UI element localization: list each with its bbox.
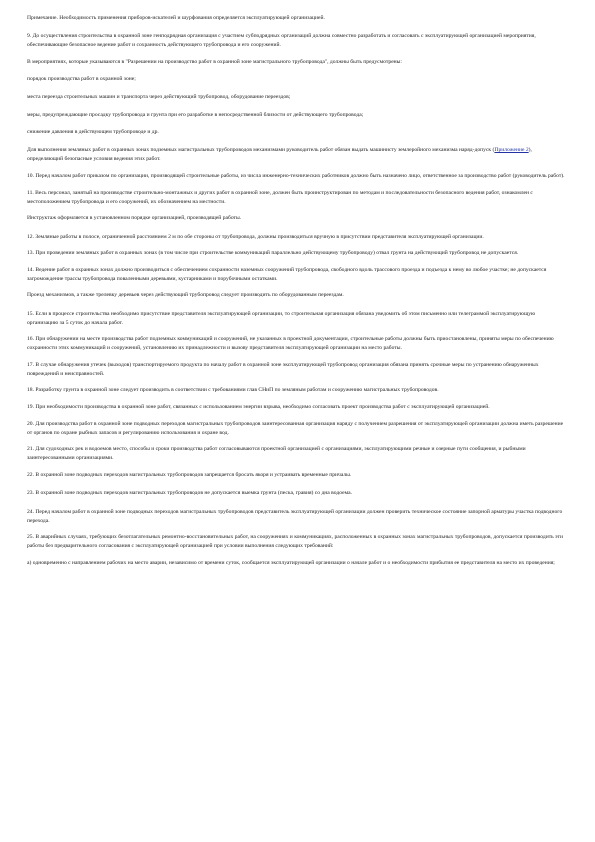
paragraph-measure-crossings: места переезда строительных машин и транспорта через действующий трубопровод, оборудование переездов; — [27, 93, 291, 100]
paragraph-24: 24. Перед началом работ в охранной зоне подводных переходов магистральных трубопроводов представитель эксплуатирующей организации должен проверить техническое состояние запорной арматуры участка подводного перехода. — [27, 508, 563, 524]
paragraph-25: 25. В аварийных случаях, требующих безотлагательных ремонтно-восстановительных работ, на сооружениях и коммуникациях, расположенных в охранных зонах магистральных трубопроводов, допускается производить эти работы без предварительного согласования с эксплуатирующей организацией при условии выполнения следующих требований: — [27, 534, 563, 550]
paragraph-20: 20. Для производства работ в охранной зоне подводных переходов магистральных трубопроводов заинтересованная организация наряду с получением разрешения от эксплуатирующей организации должна иметь разрешение от органов по охране рыбных запасов и регулированию использования и охране вод. — [27, 420, 564, 436]
paragraph-22: 22. В охранной зоне подводных переходов магистральных трубопроводов запрещается бросать якоря и устраивать временные причалы. — [27, 471, 352, 478]
paragraph-12: 12. Земляные работы в полосе, ограниченной расстоянием 2 м по обе стороны от трубопровода, должны производиться вручную в присутствии представителя эксплуатирующей организации. — [27, 233, 484, 240]
paragraph-17: 17. В случае обнаружения утечек (выходов) транспортируемого продукта по началу работ в охранной зоне эксплуатирующей трубопровод организация обязана принять срочные меры по устранению обнаруженных повреждений и неисправностей. — [27, 361, 539, 377]
paragraph-vehicle-passage: Проезд механизмов, а также трелевку деревьев через действующий трубопровод следует производить по оборудованным переездам. — [27, 292, 344, 299]
paragraph-9: 9. До осуществления строительства в охранной зоне генподрядная организация с участием субподрядных организаций должна совместно разработать и согласовать с эксплуатирующей организацией мероприятия, обеспечивающие безопасное ведение работ и сохранность действующего трубопровода и его сооружений. — [27, 33, 536, 49]
paragraph-18: 18. Разработку грунта в охранной зоне следует производить в соответствии с требованиями глав СНиП по земляным работам и сооружению магистральных трубопроводов. — [27, 387, 439, 394]
paragraph-13: 13. При проведении земляных работ в охранных зонах (в том числе при строительстве коммуникаций параллельно действующему трубопроводу) отвал грунта на действующий трубопровод не допускается. — [27, 250, 519, 257]
paragraph-23: 23. В охранной зоне подводных переходов магистральных трубопроводов не допускается выемка грунта (песка, гравия) со дна водоема. — [27, 490, 352, 497]
paragraph-10: 10. Перед началом работ приказом по организации, производящей строительные работы, из числа инженерно-технических работников должно быть назначено лицо, ответственное за производство работ (руководитель работ). — [27, 172, 565, 179]
paragraph-14: 14. Ведение работ в охранных зонах должно производиться с обеспечением сохранности наземных сооружений трубопровода, свободного вдоль трассового проезда и подъезда к нему во любое участке; не допускается загромождение трассы трубопровода поваленными деревьями, кустарниками и порубочными остатками. — [27, 266, 547, 282]
paragraph-16: 16. При обнаружении на месте производства работ подземных коммуникаций и сооружений, не указанных в проектной документации, строительные работы должны быть приостановлены, приняты меры по обеспечению сохранности этих коммуникаций и сооружений, установлению их принадлежности и вызову представителя эксплуатирующей организации на место работы. — [27, 336, 554, 352]
paragraph-15: 15. Если в процессе строительства необходимо присутствие представителя эксплуатирующей организации, то строительная организация обязана уведомить об этом письменно или телеграммой эксплуатирующую организацию за 5 суток до начала работ. — [27, 310, 536, 326]
work-permit-text: Для выполнения земляных работ в охранных зонах подземных магистральных трубопроводов механизмами руководитель работ обязан выдать машинисту землеройного механизма наряд-допуск ( — [27, 147, 495, 154]
paragraph-11: 11. Весь персонал, занятый на производстве строительно-монтажных и других работ в охранной зоне, должен быть проинструктирован по методам и последовательности безопасного ведения работ, ознакомлен с местоположением трубопровода и его сооружений, их обозначением на местности. — [27, 189, 533, 205]
paragraph-measure-subsidence: меры, предупреждающие просадку трубопровода и грунта при его разработке в непосредственной близости от действующего трубопровода; — [27, 112, 364, 119]
appendix-2-link[interactable]: Приложение 2 — [494, 147, 529, 154]
paragraph-work-permit — [27, 146, 567, 164]
paragraph-measure-pressure: снижение давления в действующем трубопроводе и др. — [27, 128, 159, 135]
document-body — [27, 14, 567, 575]
paragraph-21: 21. Для судоходных рек и водоемов место, способы и сроки производства работ согласовываются проектной организацией с организациями, эксплуатирующими речные и озерные пути сообщения, и рыбными заинтересованными организациями. — [27, 446, 526, 462]
paragraph-19: 19. При необходимости производства в охранной зоне работ, связанных с использованием энергии взрыва, необходимо согласовать проект производства работ с эксплуатирующей организацией. — [27, 404, 490, 411]
paragraph-briefing: Инструктаж оформляется в установленном порядке организацией, производящей работы. — [27, 215, 242, 222]
paragraph-measures-intro: В мероприятиях, которые указываются в "Разрешении на производство работ в охранной зоне магистрального трубопровода", должны быть предусмотрены: — [27, 58, 402, 65]
paragraph-measure-order: порядок производства работ в охранной зоне; — [27, 75, 136, 82]
paragraph-25a: а) одновременно с направлением рабочих на место аварии, независимо от времени суток, сообщается эксплуатирующей организации о начале работ и о необходимости прибытия ее представителя на место их проведения; — [27, 559, 555, 566]
work-permit-text-end: ), определяющий безопасные условия ведения этих работ. — [27, 147, 532, 163]
paragraph-note: Примечание. Необходимость применения приборов-искателей и шурфования определяется эксплуатирующей организацией. — [27, 15, 325, 21]
